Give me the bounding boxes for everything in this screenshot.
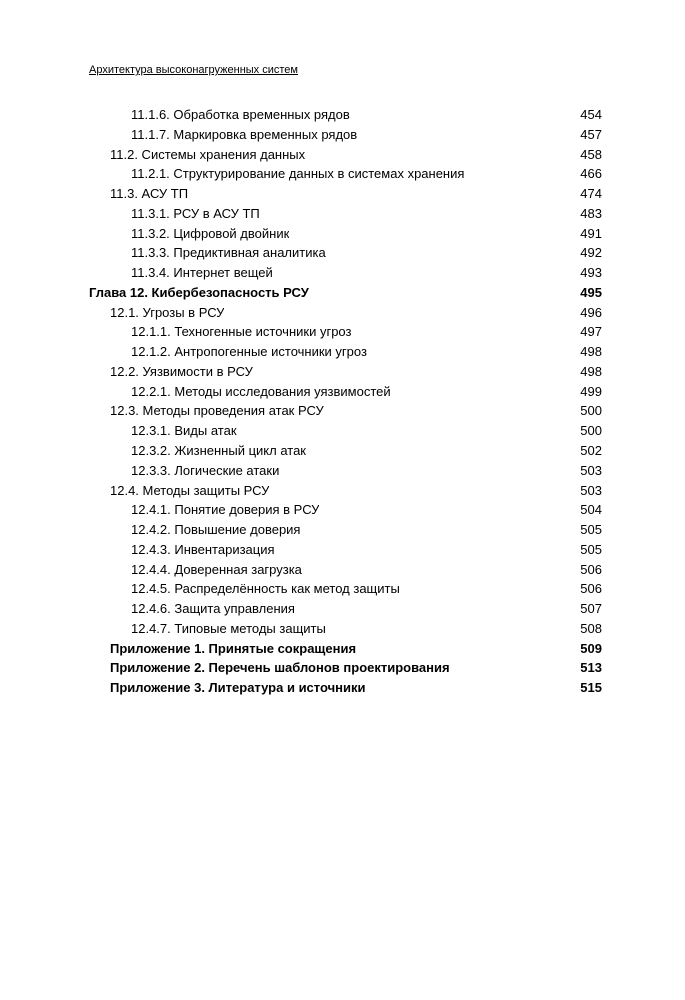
- toc-entry-page-number: 495: [580, 284, 602, 300]
- toc-entry-title: 12.3.2. Жизненный цикл атак: [131, 443, 306, 459]
- toc-entry-title: 12.4.2. Повышение доверия: [131, 522, 301, 538]
- toc-entry-title: 12.4. Методы защиты РСУ: [110, 482, 270, 498]
- toc-entry-page-number: 492: [580, 245, 602, 261]
- toc-entry-page-number: 502: [580, 443, 602, 459]
- toc-entry-title: 12.3. Методы проведения атак РСУ: [110, 403, 324, 419]
- toc-entry-page-number: 506: [580, 581, 602, 597]
- toc-entry-title: Глава 12. Кибербезопасность РСУ: [89, 284, 309, 300]
- toc-entry[interactable]: [89, 520, 602, 540]
- toc-entry-title: 12.4.1. Понятие доверия в РСУ: [131, 502, 320, 518]
- toc-entry[interactable]: [89, 401, 602, 421]
- running-header: Архитектура высоконагруженных систем: [89, 64, 298, 76]
- toc-entry[interactable]: [89, 461, 602, 481]
- toc-entry[interactable]: [89, 145, 602, 165]
- toc-entry-page-number: 503: [580, 462, 602, 478]
- toc-entry-title: 11.3. АСУ ТП: [110, 186, 189, 202]
- toc-entry-title: 12.1.1. Техногенные источники угроз: [131, 324, 352, 340]
- toc-entry-title: 11.3.3. Предиктивная аналитика: [131, 245, 326, 261]
- toc-entry-page-number: 491: [580, 225, 602, 241]
- toc-entry-title: 12.3.3. Логические атаки: [131, 462, 280, 478]
- toc-entry[interactable]: [89, 125, 602, 145]
- toc-entry-page-number: 496: [580, 304, 602, 320]
- toc-entry-page-number: 474: [580, 186, 602, 202]
- table-of-contents: [89, 105, 602, 698]
- toc-entry[interactable]: [89, 599, 602, 619]
- toc-entry-page-number: 515: [580, 680, 602, 696]
- toc-entry[interactable]: [89, 224, 602, 244]
- toc-entry-page-number: 498: [580, 344, 602, 360]
- toc-entry-page-number: 509: [580, 640, 602, 656]
- toc-entry[interactable]: [89, 382, 602, 402]
- toc-entry-page-number: 513: [580, 660, 602, 676]
- toc-entry-page-number: 507: [580, 601, 602, 617]
- toc-entry-title: 11.3.4. Интернет вещей: [131, 265, 273, 281]
- toc-entry-title: 12.4.6. Защита управления: [131, 601, 295, 617]
- toc-entry-page-number: 466: [580, 166, 602, 182]
- toc-entry[interactable]: [89, 243, 602, 263]
- toc-entry-title: 12.1. Угрозы в РСУ: [110, 304, 225, 320]
- toc-entry-page-number: 505: [580, 541, 602, 557]
- toc-entry-page-number: 493: [580, 265, 602, 281]
- toc-entry[interactable]: [89, 619, 602, 639]
- toc-entry-page-number: 454: [580, 107, 602, 122]
- toc-entry-page-number: 500: [580, 423, 602, 439]
- toc-entry[interactable]: [89, 164, 602, 184]
- toc-entry-title: 12.4.4. Доверенная загрузка: [131, 561, 302, 577]
- toc-entry[interactable]: [89, 678, 602, 698]
- toc-entry-page-number: 499: [580, 383, 602, 399]
- toc-entry-page-number: 498: [580, 363, 602, 379]
- toc-entry-page-number: 458: [580, 146, 602, 162]
- toc-entry-page-number: 506: [580, 561, 602, 577]
- toc-entry-title: 12.4.7. Типовые методы защиты: [131, 620, 326, 636]
- toc-entry[interactable]: [89, 658, 602, 678]
- toc-entry-title: 11.3.2. Цифровой двойник: [131, 225, 290, 241]
- toc-entry-title: Приложение 3. Литература и источники: [110, 680, 366, 696]
- toc-entry-page-number: 505: [580, 522, 602, 538]
- toc-entry[interactable]: [89, 105, 602, 125]
- toc-entry-page-number: 483: [580, 205, 602, 221]
- toc-entry[interactable]: [89, 184, 602, 204]
- toc-entry-page-number: 504: [580, 502, 602, 518]
- toc-entry[interactable]: [89, 283, 602, 303]
- toc-entry-title: 12.4.3. Инвентаризация: [131, 541, 275, 557]
- toc-entry-title: 11.3.1. РСУ в АСУ ТП: [131, 205, 260, 221]
- toc-entry-title: 11.2.1. Структурирование данных в системах хранения: [131, 166, 465, 182]
- toc-entry[interactable]: [89, 204, 602, 224]
- toc-entry[interactable]: [89, 639, 602, 659]
- toc-entry-title: Приложение 2. Перечень шаблонов проектирования: [110, 660, 450, 676]
- toc-entry-title: 12.2.1. Методы исследования уязвимостей: [131, 383, 391, 399]
- toc-entry[interactable]: [89, 421, 602, 441]
- toc-entry[interactable]: [89, 540, 602, 560]
- toc-entry-title: 12.1.2. Антропогенные источники угроз: [131, 344, 367, 360]
- toc-entry[interactable]: [89, 322, 602, 342]
- toc-entry-page-number: 500: [580, 403, 602, 419]
- toc-entry-page-number: 508: [580, 620, 602, 636]
- toc-entry[interactable]: [89, 342, 602, 362]
- toc-entry[interactable]: [89, 560, 602, 580]
- toc-entry-title: 12.2. Уязвимости в РСУ: [110, 363, 253, 379]
- toc-entry[interactable]: [89, 263, 602, 283]
- toc-entry[interactable]: [89, 362, 602, 382]
- toc-entry-page-number: 503: [580, 482, 602, 498]
- toc-entry[interactable]: [89, 303, 602, 323]
- toc-entry-title: 12.4.5. Распределённость как метод защиты: [131, 581, 400, 597]
- toc-entry[interactable]: [89, 500, 602, 520]
- toc-entry-page-number: 457: [580, 126, 602, 142]
- toc-entry[interactable]: [89, 441, 602, 461]
- toc-entry-title: 11.1.6. Обработка временных рядов: [131, 107, 350, 122]
- toc-entry-title: Приложение 1. Принятые сокращения: [110, 640, 357, 656]
- toc-entry[interactable]: [89, 579, 602, 599]
- toc-entry-page-number: 497: [580, 324, 602, 340]
- toc-entry-title: 11.1.7. Маркировка временных рядов: [131, 126, 358, 142]
- toc-entry[interactable]: [89, 481, 602, 501]
- toc-entry-title: 11.2. Системы хранения данных: [110, 146, 306, 162]
- toc-entry-title: 12.3.1. Виды атак: [131, 423, 237, 439]
